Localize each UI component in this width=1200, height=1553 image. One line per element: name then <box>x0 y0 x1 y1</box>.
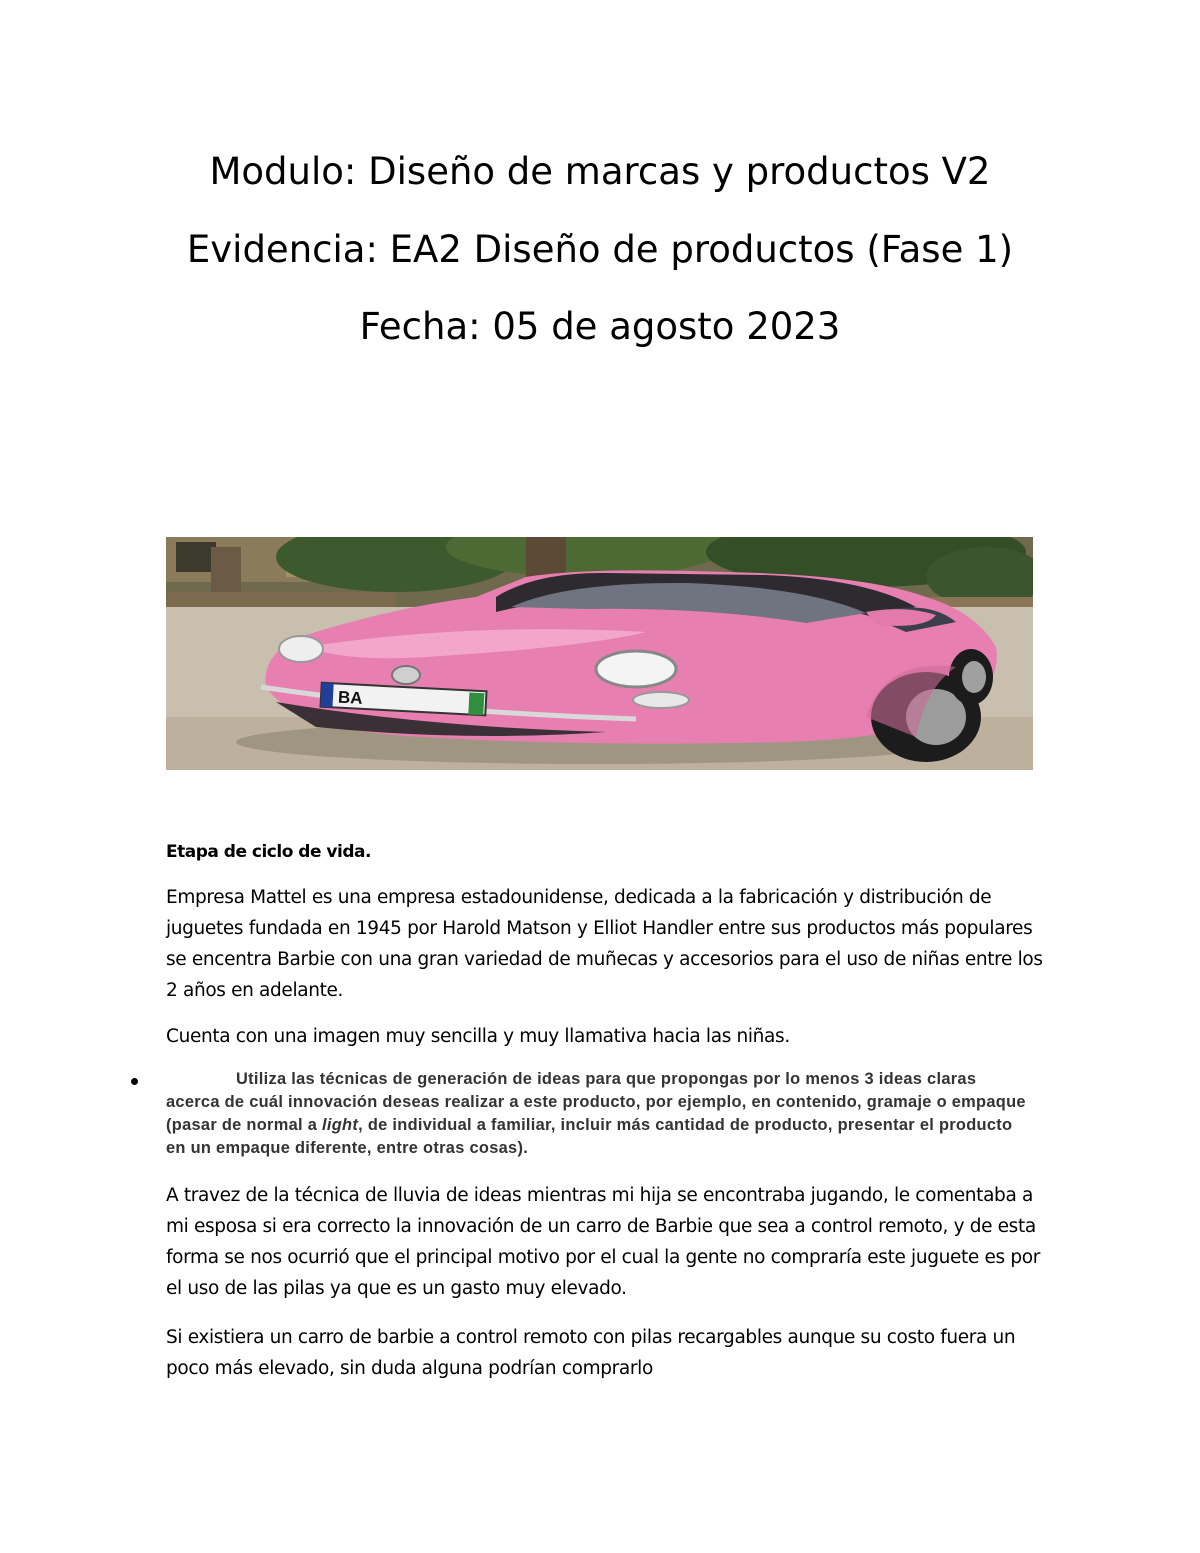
paragraph-brainstorm: A travez de la técnica de lluvia de ideas mientras mi hija se encontraba jugando, le comentaba a mi esposa si era correcto la innovación de un carro de Barbie que sea a control remoto, y de esta forma se nos ocurrió que el principal motivo por el cual la gente no compraría este juguete es por el uso de las pilas ya que es un gasto muy elevado. <box>166 1185 1040 1299</box>
pink-car-photo <box>166 537 1033 770</box>
evidence-title: Evidencia: EA2 Diseño de productos (Fase 1) <box>186 228 1014 271</box>
paragraph-company: Empresa Mattel es una empresa estadounidense, dedicada a la fabricación y distribución de juguetes fundada en 1945 por Harold Matson y Elliot Handler entre sus productos más populares se encentra Barbie con una gran variedad de muñecas y accesorios para el uso de niñas entre los 2 años en adelante. <box>166 887 1043 1001</box>
license-plate-text: BA <box>337 687 364 708</box>
paragraph-conclusion: Si existiera un carro de barbie a control remoto con pilas recargables aunque su costo fuera un poco más elevado, sin duda alguna podrían comprarlo <box>166 1327 1016 1379</box>
module-title: Modulo: Diseño de marcas y productos V2 <box>209 150 991 193</box>
bullet-icon <box>131 1078 138 1085</box>
bullet-text-part1: Utiliza las técnicas de generación de ideas para que propongas por lo menos 3 ideas claras acerca de cuál innovación deseas realizar a este producto, por ejemplo, en contenido, gramaje o empaque (pasar de normal a <box>166 1070 1026 1134</box>
paragraph-image: Cuenta con una imagen muy sencilla y muy llamativa hacia las niñas. <box>166 1026 790 1047</box>
bullet-text-italic: light <box>322 1116 359 1134</box>
bullet-text <box>166 1068 1026 1160</box>
date-title: Fecha: 05 de agosto 2023 <box>359 305 841 348</box>
section-heading: Etapa de ciclo de vida. <box>166 842 371 862</box>
bullet-text-part2: , de individual a familiar, incluir más cantidad de producto, presentar el producto en un empaque diferente, entre otras cosas). <box>166 1116 1013 1157</box>
